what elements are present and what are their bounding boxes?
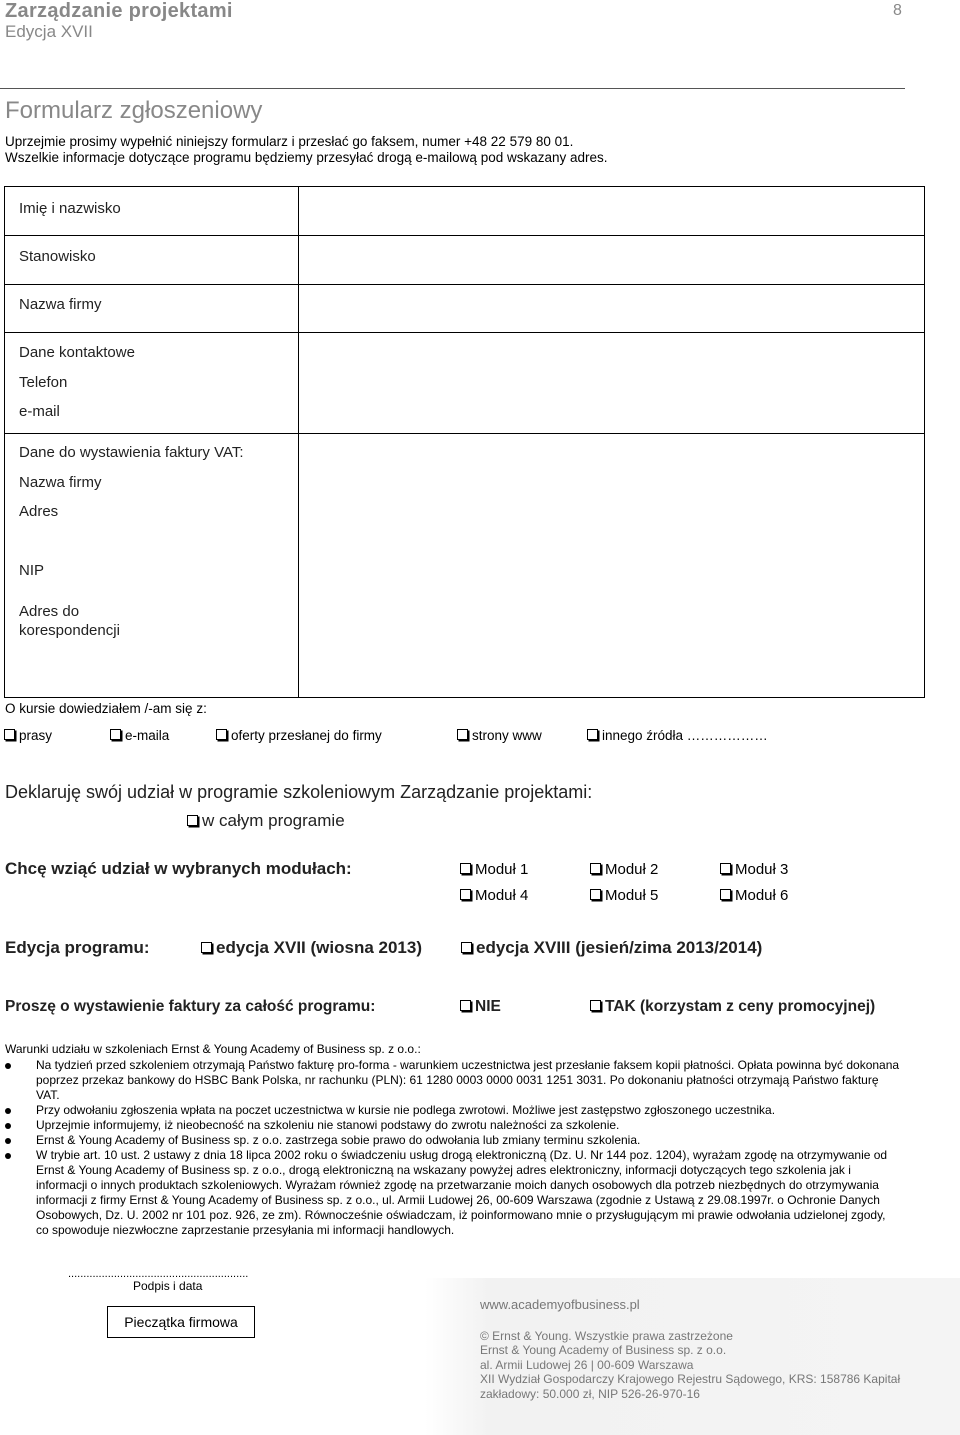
- conditions-heading: Warunki udziału w szkoleniach Ernst & Young Academy of Business sp. z o.o.:: [5, 1042, 421, 1056]
- module-label: Moduł 6: [735, 887, 789, 904]
- module-label: Moduł 4: [475, 887, 529, 904]
- edition-option-label: edycja XVIII (jesień/zima 2013/2014): [476, 938, 763, 957]
- footer-copyright: © Ernst & Young. Wszystkie prawa zastrzeżone: [480, 1329, 733, 1343]
- header-subtitle: Edycja XVII: [5, 22, 93, 41]
- source-option-press[interactable]: [4, 728, 52, 743]
- checkbox-icon[interactable]: [587, 729, 598, 740]
- bullet-icon: [5, 1063, 11, 1069]
- intro-line-2: Wszelkie informacje dotyczące programu będziemy przesyłać drogą e-mailową pod wskazany adres.: [5, 150, 608, 165]
- field-position-label: Stanowisko: [19, 248, 96, 265]
- whole-program-label: w całym programie: [202, 811, 345, 830]
- source-question: O kursie dowiedziałem /-am się z:: [5, 701, 207, 716]
- footer-address: al. Armii Ludowej 26 | 00-609 Warszawa: [480, 1358, 694, 1372]
- page-number: 8: [893, 2, 902, 19]
- condition-text: Przy odwołaniu zgłoszenia wpłata na poczet uczestnictwa w kursie nie podlega zwrotowi. Możliwe jest zastępstwo zgłoszonego uczestnika.: [36, 1103, 776, 1117]
- condition-text: Na tydzień przed szkoleniem otrzymają Państwo fakturę pro-forma - warunkiem uczestnictwa jest przesłanie faksem kopii płatności. Opłata powinna być dokonana poprzez przekaz bankowy do HSBC Bank Polska, nr rachunku (PLN): 61 1280 0003 0000 0031 1251 3031. Po dokonaniu płatności otrzymają Państwo fakturę VAT.: [36, 1058, 900, 1102]
- footer-capital: zakładowy: 50.000 zł, NIP 526-26-970-16: [480, 1387, 700, 1401]
- bullet-icon: [5, 1123, 11, 1129]
- edition-xvii-option[interactable]: [201, 938, 422, 958]
- module-1-option[interactable]: [460, 861, 528, 878]
- source-option-www[interactable]: [457, 728, 542, 743]
- field-invoice-label: Dane do wystawienia faktury VAT:: [19, 444, 244, 461]
- source-label: oferty przesłanej do firmy: [231, 728, 382, 743]
- condition-text: Ernst & Young Academy of Business sp. z o.o. zastrzega sobie prawo do odwołania lub zmiany terminu szkolenia.: [36, 1133, 641, 1147]
- checkbox-icon[interactable]: [720, 863, 731, 874]
- checkbox-icon[interactable]: [457, 729, 468, 740]
- invoice-no-option[interactable]: [460, 998, 501, 1016]
- position-input[interactable]: [299, 236, 924, 284]
- checkbox-icon[interactable]: [720, 889, 731, 900]
- source-option-other[interactable]: [587, 728, 768, 743]
- list-item: [0, 1103, 900, 1118]
- list-item: [0, 1058, 900, 1103]
- footer-url[interactable]: www.academyofbusiness.pl: [480, 1297, 640, 1312]
- module-5-option[interactable]: [590, 887, 658, 904]
- module-label: Moduł 5: [605, 887, 659, 904]
- checkbox-icon[interactable]: [460, 863, 471, 874]
- invoice-yes-option[interactable]: [590, 998, 875, 1016]
- header-title: Zarządzanie projektami: [5, 0, 233, 22]
- checkbox-icon[interactable]: [590, 1000, 601, 1011]
- form-title: Formularz zgłoszeniowy: [5, 97, 263, 124]
- list-item: [0, 1133, 900, 1148]
- declaration-text: Deklaruję swój udział w programie szkoleniowym Zarządzanie projektami:: [5, 782, 593, 802]
- bullet-icon: [5, 1153, 11, 1159]
- condition-text: Uprzejmie informujemy, iż nieobecność na szkoleniu nie stanowi podstawy do zwrotu należności za szkolenie.: [36, 1118, 620, 1132]
- edition-xviii-option[interactable]: [461, 938, 762, 958]
- source-label: prasy: [19, 728, 53, 743]
- field-contact-label: Dane kontaktowe: [19, 344, 135, 361]
- signature-label: Podpis i data: [133, 1279, 203, 1293]
- module-2-option[interactable]: [590, 861, 658, 878]
- invoice-option-label: TAK (korzystam z ceny promocyjnej): [605, 998, 876, 1015]
- conditions-list: [0, 1058, 900, 1238]
- list-item: [0, 1118, 900, 1133]
- module-3-option[interactable]: [720, 861, 788, 878]
- invoice-input[interactable]: [299, 434, 924, 697]
- field-name-label: Imię i nazwisko: [19, 200, 121, 217]
- module-4-option[interactable]: [460, 887, 528, 904]
- intro-line-1: Uprzejmie prosimy wypełnić niniejszy formularz i przesłać go faksem, numer +48 22 579 80 01.: [5, 134, 574, 149]
- checkbox-icon[interactable]: [201, 942, 212, 953]
- bullet-icon: [5, 1108, 11, 1114]
- checkbox-icon[interactable]: [216, 729, 227, 740]
- company-stamp-box[interactable]: Pieczątka firmowa: [107, 1306, 255, 1338]
- company-input[interactable]: [299, 285, 924, 332]
- contact-input[interactable]: [299, 333, 924, 433]
- registration-table: [4, 186, 925, 698]
- field-email-label: e-mail: [19, 403, 60, 420]
- condition-text: W trybie art. 10 ust. 2 ustawy z dnia 18 lipca 2002 roku o świadczeniu usług drogą elektroniczną (Dz. U. Nr 144 poz. 1204), wyrażam zgodę na otrzymywanie od Ernst & Young Academy of Business sp. z o.o., drogą elektroniczną na wskazany powyżej adres elektroniczny, informacji dotyczących tego szkolenia jak i informacji o innych produktach szkoleniowych. Wyrażam również zgodę na przetwarzanie moich danych osobowych dla potrzeb niezbędnych do otrzymywania informacji z firmy Ernst & Young Academy of Business sp. z o.o., ul. Armii Ludowej 26, 00-609 Warszawa (zgodnie z Ustawą z 29.08.1997r. o Ochronie Danych Osobowych, Dz. U. 2002 nr 101 poz. 926, ze zm). Równocześnie oświadczam, iż poinformowano mnie o przysługującym mi prawie odwołania udzielonej zgody, co spowoduje niezwłoczne zaprzestanie przesyłania mi informacji handlowych.: [36, 1148, 888, 1237]
- field-correspondence-label-2: korespondencji: [19, 622, 120, 639]
- whole-program-option[interactable]: [187, 811, 345, 831]
- checkbox-icon[interactable]: [4, 729, 15, 740]
- field-company-label: Nazwa firmy: [19, 296, 102, 313]
- field-address-label: Adres: [19, 503, 59, 520]
- checkbox-icon[interactable]: [590, 863, 601, 874]
- field-invoice-company-label: Nazwa firmy: [19, 474, 102, 491]
- invoice-label: Proszę o wystawienie faktury za całość programu:: [5, 998, 376, 1015]
- form-intro: [5, 134, 608, 166]
- source-label: e-maila: [125, 728, 170, 743]
- checkbox-icon[interactable]: [590, 889, 601, 900]
- source-label: innego źródła ………………: [602, 728, 768, 743]
- checkbox-icon[interactable]: [187, 815, 198, 826]
- source-option-email[interactable]: [110, 728, 169, 743]
- checkbox-icon[interactable]: [460, 1000, 471, 1011]
- module-label: Moduł 3: [735, 861, 789, 878]
- field-nip-label: NIP: [19, 562, 45, 579]
- invoice-option-label: NIE: [475, 998, 501, 1015]
- bullet-icon: [5, 1138, 11, 1144]
- modules-label: Chcę wziąć udział w wybranych modułach:: [5, 859, 352, 878]
- name-input[interactable]: [299, 187, 924, 235]
- footer-court: XII Wydział Gospodarczy Krajowego Rejestru Sądowego, KRS: 158786 Kapitał: [480, 1372, 901, 1386]
- list-item: [0, 1148, 900, 1238]
- header-divider: [0, 88, 905, 89]
- edition-label: Edycja programu:: [5, 938, 150, 957]
- checkbox-icon[interactable]: [460, 889, 471, 900]
- source-label: strony www: [472, 728, 542, 743]
- checkbox-icon[interactable]: [461, 942, 472, 953]
- footer-company: Ernst & Young Academy of Business sp. z o.o.: [480, 1343, 727, 1357]
- module-label: Moduł 1: [475, 861, 529, 878]
- edition-option-label: edycja XVII (wiosna 2013): [216, 938, 422, 957]
- checkbox-icon[interactable]: [110, 729, 121, 740]
- field-correspondence-label-1: Adres do: [19, 603, 80, 620]
- source-option-offer[interactable]: [216, 728, 382, 743]
- signature-line[interactable]: ...........................................................: [68, 1268, 249, 1280]
- module-6-option[interactable]: [720, 887, 788, 904]
- module-label: Moduł 2: [605, 861, 659, 878]
- field-phone-label: Telefon: [19, 374, 68, 391]
